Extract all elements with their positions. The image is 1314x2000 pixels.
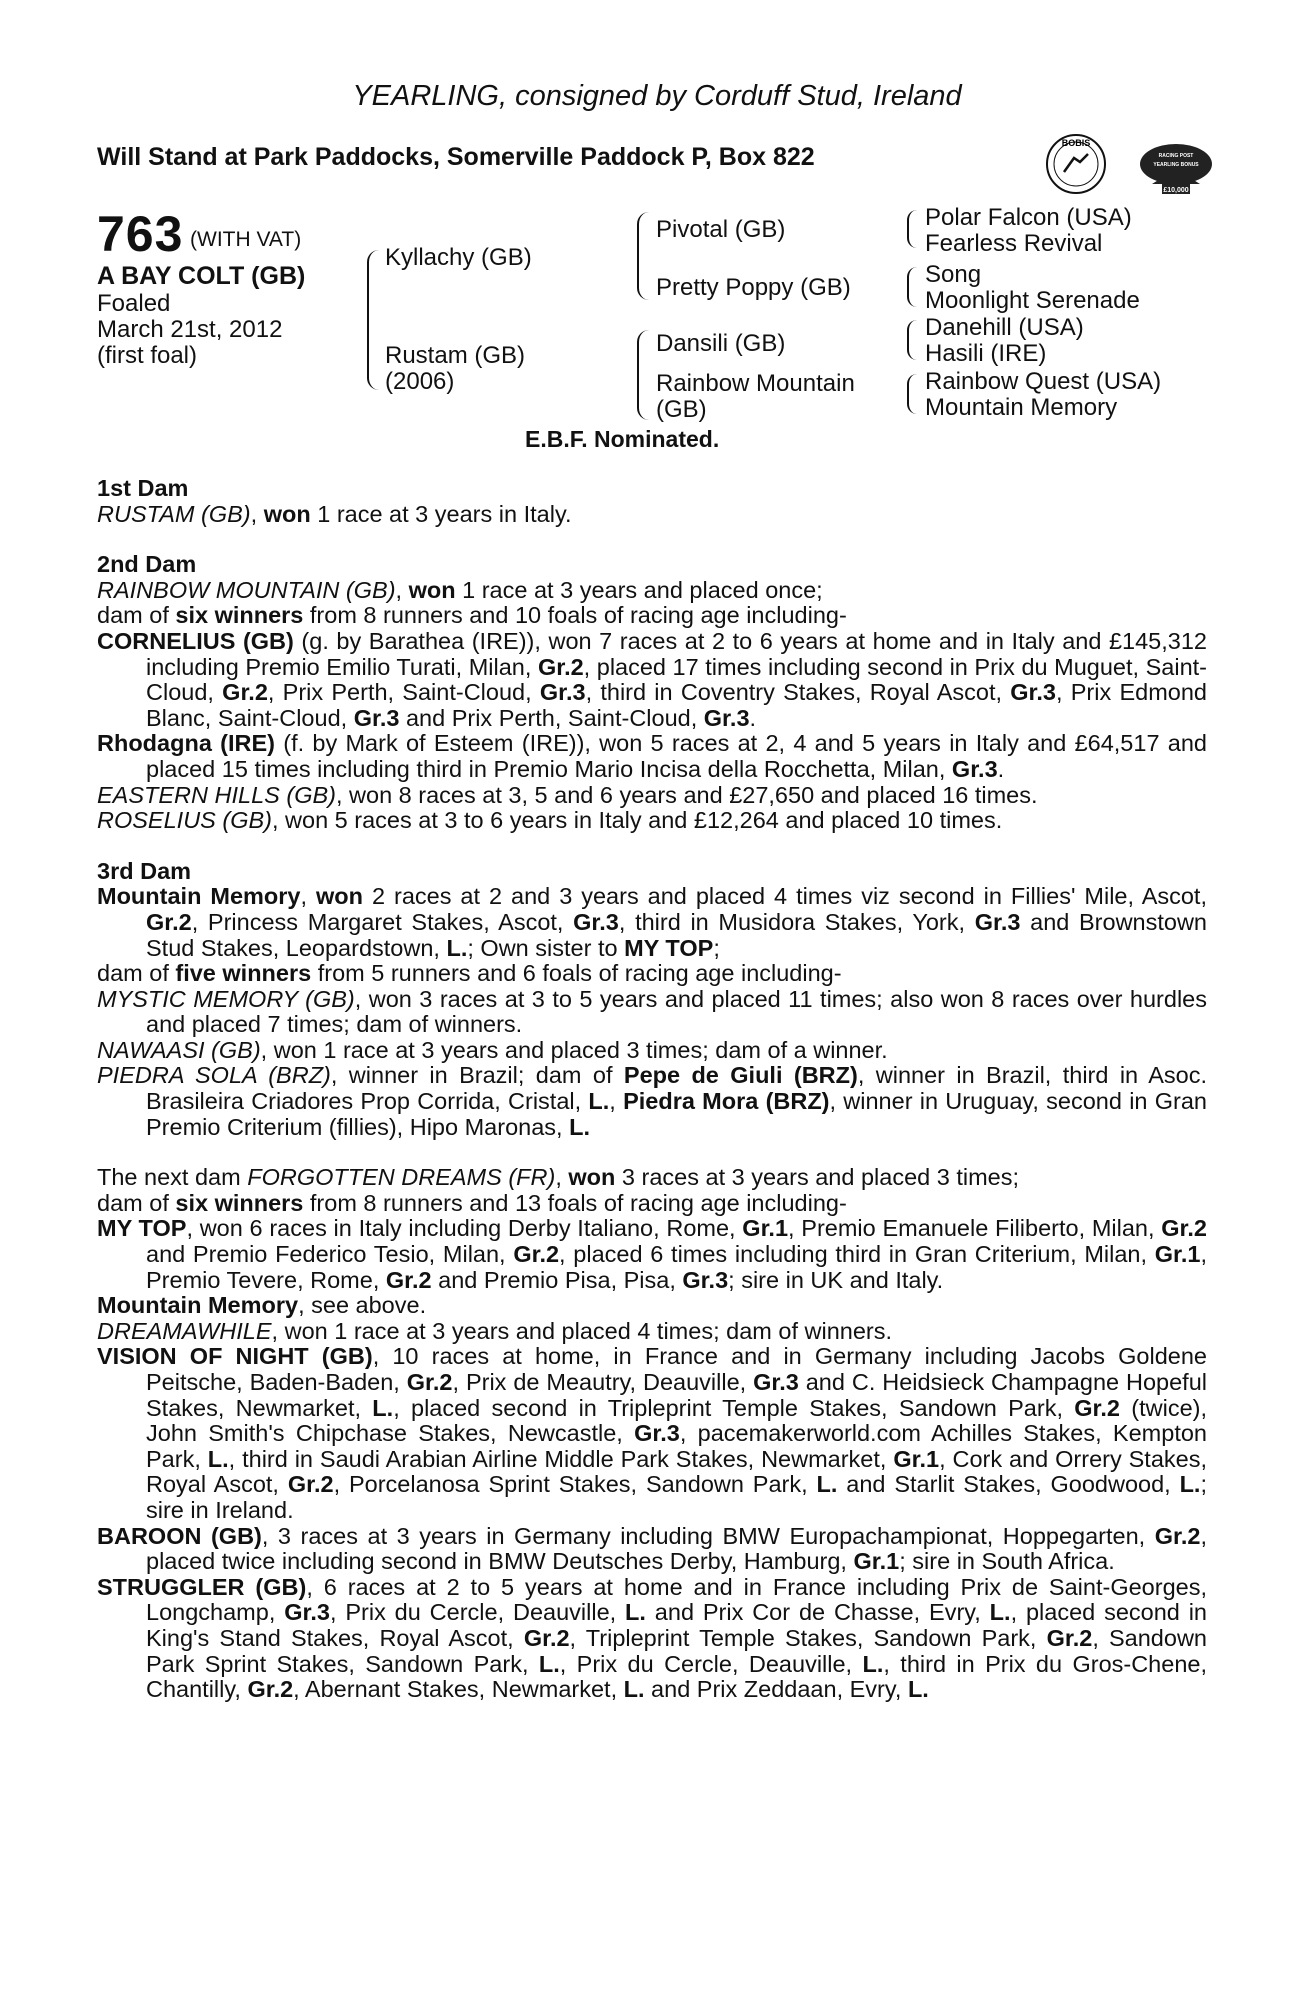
dam-dam: Rainbow Mountain bbox=[656, 370, 855, 397]
produce-mountain-memory: Mountain Memory, see above. bbox=[97, 1292, 427, 1319]
dam-dam-suffix: (GB) bbox=[656, 396, 707, 423]
pedigree-bracket-3c bbox=[907, 320, 917, 360]
produce-roselius: ROSELIUS (GB), won 5 races at 3 to 6 years in Italy and £12,264 and placed 10 times. bbox=[97, 807, 1003, 834]
produce-mystic-memory: MYSTIC MEMORY (GB), won 3 races at 3 to 5 years and placed 11 times; also won 8 races over hurdles and placed 7 times; dam of winners. bbox=[97, 985, 1207, 1038]
second-dam-entry: RAINBOW MOUNTAIN (GB), won 1 race at 3 years and placed once; bbox=[97, 576, 823, 603]
next-dam-produce-summary: dam of six winners from 8 runners and 13 foals of racing age including- bbox=[97, 1189, 847, 1216]
produce-dreamawhile: DREAMAWHILE, won 1 race at 3 years and placed 4 times; dam of winners. bbox=[97, 1317, 893, 1344]
svg-text:YEARLING BONUS: YEARLING BONUS bbox=[1153, 162, 1199, 168]
produce-vision-of-night: VISION OF NIGHT (GB), 10 races at home, in France and in Germany including Jacobs Goldene Peitsche, Baden-Baden, Gr.2, Prix de Meautry, Deauville, Gr.3 and C. Heidsieck Champagne Hopeful Stakes, Newmarket, L., placed second in Tripleprint Temple Stakes, Sandown Park, Gr.2 (twice), John Smith's Chipchase Stakes, Newcastle, Gr.3, pacemakerworld.com Achilles Stakes, Kempton Park, L., third in Saudi Arabian Airline Middle Park Stakes, Newmarket, Gr.1, Cork and Orrery Stakes, Royal Ascot, Gr.2, Porcelanosa Sprint Stakes, Sandown Park, L. and Starlit Stakes, Goodwood, L.; sire in Ireland. bbox=[97, 1343, 1207, 1523]
first-foal-note: (first foal) bbox=[97, 342, 198, 369]
svg-text:RACING POST: RACING POST bbox=[1158, 153, 1194, 159]
pedigree-bracket-2b bbox=[637, 330, 649, 420]
first-dam-heading: 1st Dam bbox=[97, 475, 189, 501]
sire-sire: Pivotal (GB) bbox=[656, 216, 786, 243]
third-dam-entry: Mountain Memory, won 2 races at 2 and 3 years and placed 4 times viz second in Fillies' Mile, Ascot, Gr.2, Princess Margaret Stakes, Ascot, Gr.3, third in Musidora Stakes, York, Gr.3 and Brownstown Stud Stakes, Leopardstown, L.; Own sister to MY TOP; bbox=[97, 883, 1207, 961]
sire: Kyllachy (GB) bbox=[385, 244, 532, 271]
dam-sire: Dansili (GB) bbox=[656, 330, 786, 357]
third-dam-heading: 3rd Dam bbox=[97, 857, 192, 884]
ggsire-3b: Hasili (IRE) bbox=[925, 340, 1047, 367]
foaled-label: Foaled bbox=[97, 290, 171, 317]
ggsire-1b: Fearless Revival bbox=[925, 230, 1103, 257]
stand-location: Will Stand at Park Paddocks, Somerville Paddock P, Box 822 bbox=[97, 143, 815, 171]
ggsire-3a: Danehill (USA) bbox=[925, 314, 1084, 341]
pedigree-bracket-2a bbox=[637, 212, 649, 300]
produce-nawaasi: NAWAASI (GB), won 1 race at 3 years and placed 3 times; dam of a winner. bbox=[97, 1036, 888, 1063]
produce-cornelius: CORNELIUS (GB) (g. by Barathea (IRE)), won 7 races at 2 to 6 years at home and in Italy and £145,312 including Premio Emilio Turati, Milan, Gr.2, placed 17 times including second in Prix du Muguet, Saint-Cloud, Gr.2, Prix Perth, Saint-Cloud, Gr.3, third in Coventry Stakes, Royal Ascot, Gr.3, Prix Edmond Blanc, Saint-Cloud, Gr.3 and Prix Perth, Saint-Cloud, Gr.3. bbox=[97, 627, 1207, 731]
bobis-badge-icon bbox=[1044, 132, 1108, 196]
catalogue-body bbox=[97, 476, 1207, 1703]
dam: Rustam (GB) bbox=[385, 342, 526, 369]
lot-number: 763 bbox=[97, 206, 184, 262]
sire-dam: Pretty Poppy (GB) bbox=[656, 274, 851, 301]
dam-year: (2006) bbox=[385, 368, 455, 395]
ggsire-4a: Rainbow Quest (USA) bbox=[925, 368, 1162, 395]
pedigree-bracket-3a bbox=[907, 210, 917, 248]
ggsire-1a: Polar Falcon (USA) bbox=[925, 204, 1132, 231]
next-dam-entry: The next dam FORGOTTEN DREAMS (FR), won 3 races at 3 years and placed 3 times; bbox=[97, 1164, 1020, 1191]
bonus-amount: £10,000 bbox=[1163, 187, 1189, 194]
pedigree-bracket-1 bbox=[367, 250, 379, 390]
ggsire-2a: Song bbox=[925, 261, 982, 288]
first-dam-entry: RUSTAM (GB), won 1 race at 3 years in Italy. bbox=[97, 500, 572, 527]
ggsire-4b: Mountain Memory bbox=[925, 394, 1118, 421]
produce-rhodagna: Rhodagna (IRE) (f. by Mark of Esteem (IRE)), won 5 races at 2, 4 and 5 years in Italy and £64,517 and placed 15 times including third in Premio Mario Incisa della Rocchetta, Milan, Gr.3. bbox=[97, 730, 1207, 782]
pedigree-bracket-3d bbox=[907, 374, 917, 414]
produce-struggler: STRUGGLER (GB), 6 races at 2 to 5 years at home and in France including Prix de Saint-Georges, Longchamp, Gr.3, Prix du Cercle, Deauville, L. and Prix Cor de Chasse, Evry, L., placed second in King's Stand Stakes, Royal Ascot, Gr.2, Tripleprint Temple Stakes, Sandown Park, Gr.2, Sandown Park Sprint Stakes, Sandown Park, L., Prix du Cercle, Deauville, L., third in Prix du Gros-Chene, Chantilly, Gr.2, Abernant Stakes, Newmarket, L. and Prix Zeddaan, Evry, L. bbox=[97, 1573, 1208, 1703]
yearling-bonus-badge-icon bbox=[1138, 140, 1214, 200]
foaled-date: March 21st, 2012 bbox=[97, 316, 283, 343]
pedigree-bracket-3b bbox=[907, 267, 917, 307]
lot-name: A BAY COLT (GB) bbox=[97, 262, 306, 290]
third-dam-produce-summary: dam of five winners from 5 runners and 6 foals of racing age including- bbox=[97, 960, 842, 987]
produce-piedra-sola: PIEDRA SOLA (BRZ), winner in Brazil; dam of Pepe de Giuli (BRZ), winner in Brazil, third in Asoc. Brasileira Criadores Prop Corrida, Cristal, L., Piedra Mora (BRZ), winner in Uruguay, second in Gran Premio Criterium (fillies), Hipo Maronas, L. bbox=[97, 1062, 1207, 1140]
produce-my-top: MY TOP, won 6 races in Italy including Derby Italiano, Rome, Gr.1, Premio Emanuele Filiberto, Milan, Gr.2 and Premio Federico Tesio, Milan, Gr.2, placed 6 times including third in Gran Criterium, Milan, Gr.1, Premio Tevere, Rome, Gr.2 and Premio Pisa, Pisa, Gr.3; sire in UK and Italy. bbox=[97, 1215, 1207, 1293]
ggsire-2b: Moonlight Serenade bbox=[925, 287, 1140, 314]
page-title: YEARLING, consigned by Corduff Stud, Ireland bbox=[352, 80, 962, 112]
produce-baroon: BAROON (GB), 3 races at 3 years in Germany including BMW Europachampionat, Hoppegarten, Gr.2, placed twice including second in BMW Deutsches Derby, Hamburg, Gr.1; sire in South Africa. bbox=[97, 1522, 1207, 1575]
second-dam-produce-summary: dam of six winners from 8 runners and 10 foals of racing age including- bbox=[97, 602, 847, 629]
produce-eastern-hills: EASTERN HILLS (GB), won 8 races at 3, 5 and 6 years and £27,650 and placed 16 times. bbox=[97, 781, 1038, 808]
ebf-nominated: E.B.F. Nominated. bbox=[525, 426, 720, 452]
vat-note: (WITH VAT) bbox=[190, 228, 302, 251]
second-dam-heading: 2nd Dam bbox=[97, 551, 197, 578]
bobis-badge-text: BOBIS bbox=[1061, 138, 1091, 148]
